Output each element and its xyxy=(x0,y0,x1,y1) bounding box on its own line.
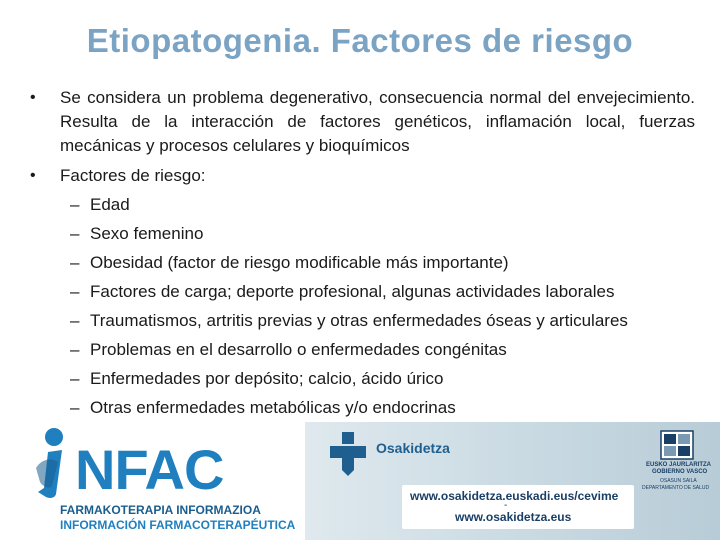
gov-name-es: GOBIERNO VASCO xyxy=(652,469,708,475)
infac-logo-text: NFAC xyxy=(75,438,224,501)
infac-subtitle-eu: FARMAKOTERAPIA INFORMAZIOA xyxy=(60,503,261,517)
slide-title: Etiopatogenia. Factores de riesgo xyxy=(86,22,634,59)
list-item xyxy=(30,248,695,277)
gov-dept-es: DEPARTAMENTO DE SALUD xyxy=(642,485,710,491)
dash-marker: – xyxy=(70,310,80,330)
list-item-text: Problemas en el desarrollo o enfermedades congénitas xyxy=(90,339,507,359)
dash-marker: – xyxy=(70,252,80,272)
list-item-text: Enfermedades por depósito; calcio, ácido úrico xyxy=(90,368,444,388)
url-separator: - xyxy=(504,500,508,511)
dash-marker: – xyxy=(70,281,80,301)
dash-marker: – xyxy=(70,368,80,388)
bullet-symbol: • xyxy=(30,89,36,106)
bullet-text: Se considera un problema degenerativo, consecuencia normal del envejecimiento. Resulta de la interacción de factores genéticos, inflamación local, fuerzas mecánicas y procesos celulares y bioquímicos xyxy=(60,88,695,155)
dash-marker: – xyxy=(70,194,80,214)
bullet-item-risk-factors xyxy=(30,164,695,188)
bullet-item-description xyxy=(30,86,695,158)
list-item-text: Factores de carga; deporte profesional, algunas actividades laborales xyxy=(90,281,615,301)
osakidetza-cross-icon xyxy=(330,432,366,476)
list-item-text: Sexo femenino xyxy=(90,223,204,243)
gov-dept-eu: OSASUN SAILA xyxy=(660,478,697,484)
bullet-text: Factores de riesgo: xyxy=(60,166,206,185)
infac-subtitle-es: INFORMACIÓN FARMACOTERAPÉUTICA xyxy=(60,518,296,532)
slide-body xyxy=(30,86,695,422)
dash-marker: – xyxy=(70,223,80,243)
osakidetza-url[interactable]: www.osakidetza.eus xyxy=(455,510,572,524)
list-item xyxy=(30,306,695,335)
list-item xyxy=(30,219,695,248)
bullet-symbol: • xyxy=(30,167,36,184)
list-item xyxy=(30,364,695,393)
list-item xyxy=(30,190,695,219)
risk-factor-list xyxy=(30,190,695,422)
dash-marker: – xyxy=(70,339,80,359)
list-item xyxy=(30,335,695,364)
infac-i-icon xyxy=(32,428,70,500)
list-item xyxy=(30,277,695,306)
list-item-text: Otras enfermedades metabólicas y/o endocrinas xyxy=(90,397,456,417)
list-item-text: Edad xyxy=(90,194,130,214)
list-item xyxy=(30,393,695,422)
cevime-url[interactable]: www.osakidetza.euskadi.eus/cevime xyxy=(410,489,619,503)
list-item-text: Obesidad (factor de riesgo modificable más importante) xyxy=(90,252,509,272)
gov-name-eu: EUSKO JAURLARITZA xyxy=(646,462,712,468)
gobierno-vasco-crest-icon xyxy=(660,430,694,460)
dash-marker: – xyxy=(70,397,80,417)
list-item-text: Traumatismos, artritis previas y otras enfermedades óseas y articulares xyxy=(90,310,628,330)
osakidetza-name: Osakidetza xyxy=(376,440,450,456)
